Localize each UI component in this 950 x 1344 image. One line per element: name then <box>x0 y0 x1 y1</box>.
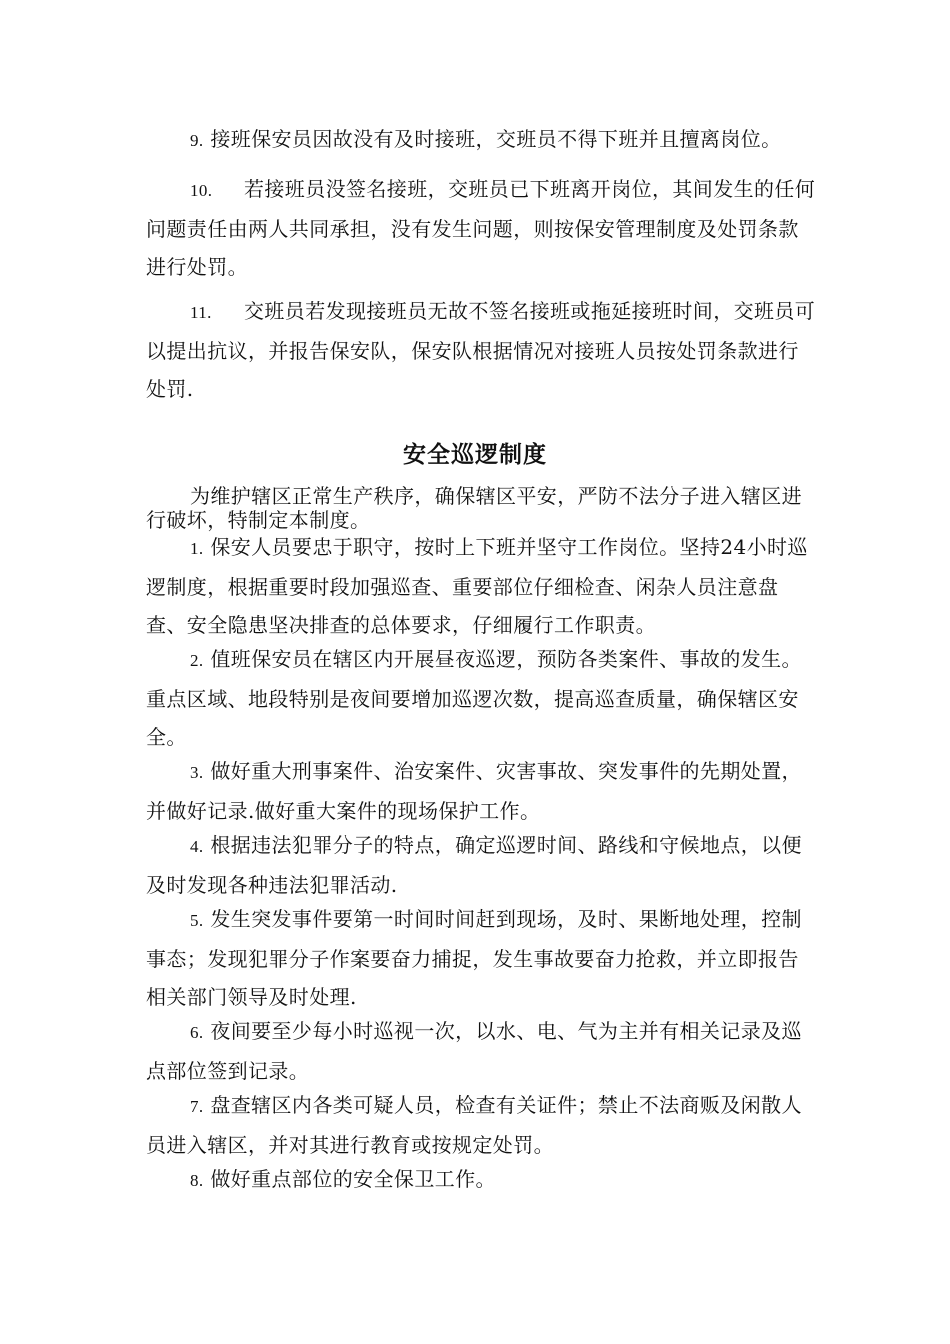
rule-number: 1. <box>190 539 204 558</box>
rule-text: 接班保安员因故没有及时接班，交班员不得下班并且擅离岗位。 <box>210 127 782 151</box>
patrol-rule-2 <box>146 640 818 756</box>
rule-text: 做好重点部位的安全保卫工作。 <box>210 1167 496 1191</box>
rule-number: 10. <box>190 181 213 200</box>
patrol-rule-5 <box>146 900 818 1016</box>
rule-number: 11. <box>190 303 212 322</box>
patrol-rule-1 <box>146 528 818 644</box>
rule-number: 2. <box>190 651 204 670</box>
rule-number: 8. <box>190 1171 204 1190</box>
rule-number: 7. <box>190 1097 204 1116</box>
rule-text: 保安人员要忠于职守，按时上下班并坚守工作岗位。坚持24小时巡逻制度，根据重要时段加强巡查、重要部位仔细检查、闲杂人员注意盘查、安全隐患坚决排查的总体要求，仔细履行工作职责。 <box>146 535 808 637</box>
handover-rule-10 <box>146 170 818 286</box>
rule-number: 6. <box>190 1023 204 1042</box>
rule-text: 做好重大刑事案件、治安案件、灾害事故、突发事件的先期处置，并做好记录.做好重大案件的现场保护工作。 <box>146 759 802 823</box>
rule-text: 盘查辖区内各类可疑人员，检查有关证件；禁止不法商贩及闲散人员进入辖区，并对其进行教育或按规定处罚。 <box>146 1093 802 1157</box>
patrol-rule-6 <box>146 1012 818 1090</box>
rule-text: 若接班员没签名接班，交班员已下班离开岗位，其间发生的任何问题责任由两人共同承担，没有发生问题，则按保安管理制度及处罚条款进行处罚。 <box>146 177 816 279</box>
rule-number: 5. <box>190 911 204 930</box>
rule-number: 3. <box>190 763 204 782</box>
handover-rule-9 <box>146 120 818 160</box>
handover-rule-11 <box>146 292 818 408</box>
rule-text: 交班员若发现接班员无故不签名接班或拖延接班时间，交班员可以提出抗议，并报告保安队，保安队根据情况对接班人员按处罚条款进行处罚. <box>146 299 816 401</box>
patrol-rule-4 <box>146 826 818 904</box>
section-title: 安全巡逻制度 <box>403 442 547 468</box>
rule-text: 值班保安员在辖区内开展昼夜巡逻，预防各类案件、事故的发生。重点区域、地段特别是夜间要增加巡逻次数，提高巡查质量，确保辖区安全。 <box>146 647 802 749</box>
patrol-rule-8 <box>146 1160 818 1200</box>
section-intro: 为维护辖区正常生产秩序，确保辖区平安，严防不法分子进入辖区进行破坏，特制定本制度。 <box>146 484 802 532</box>
rule-text: 发生突发事件要第一时间时间赶到现场，及时、果断地处理，控制事态；发现犯罪分子作案要奋力捕捉，发生事故要奋力抢救，并立即报告相关部门领导及时处理. <box>146 907 802 1009</box>
rule-number: 9. <box>190 131 204 150</box>
rule-text: 根据违法犯罪分子的特点，确定巡逻时间、路线和守候地点，以便及时发现各种违法犯罪活动. <box>146 833 802 897</box>
rule-number: 4. <box>190 837 204 856</box>
patrol-rule-7 <box>146 1086 818 1164</box>
rule-text: 夜间要至少每小时巡视一次，以水、电、气为主并有相关记录及巡点部位签到记录。 <box>146 1019 802 1083</box>
patrol-rule-3 <box>146 752 818 830</box>
